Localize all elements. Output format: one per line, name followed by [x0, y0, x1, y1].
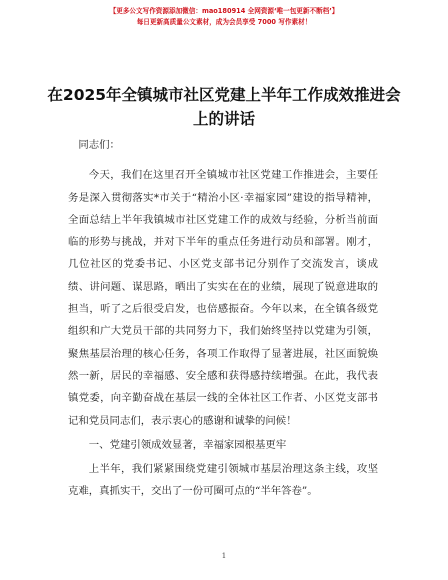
promo-banner-line-2: 每日更新高质量公文素材，成为会员享受 7000 写作素材！: [136, 18, 312, 26]
section-heading: 一、党建引领成效显著，幸福家园根基更牢: [88, 438, 287, 451]
document-title: 在2025年全镇城市社区党建上半年工作成效推进会上的讲话: [47, 86, 401, 128]
promo-banner-line-1: 【更多公文写作资源添加微信：mao180914 全网资源‘唯一包更新不断档’】: [109, 7, 339, 15]
promo-banner: [0, 6, 448, 28]
body-paragraph: 今天，我们在这里召开全镇城市社区党建工作推进会，主要任务是深入贯彻落实*市关于“精治小区·幸福家园”建设的指导精神，全面总结上半年我镇城市社区党建工作的成效与经验，分析当前面临的形势与挑战，并对下半年的重点任务进行动员和部署。刚才，几位社区的党委书记、小区党支部书记分别作了交流发言，谈成绩、讲问题、谋思路，晒出了实实在在的业绩，展现了锐意进取的担当，听了之后很受启发，也倍感振奋。今年以来，在全镇各级党组织和广大党员干部的共同努力下，我们始终坚持以党建为引领，聚焦基层治理的核心任务，各项工作取得了显著进展，社区面貌焕然一新，居民的幸福感、安全感和获得感持续增强。在此，我代表镇党委，向辛勤奋战在基层一线的全体社区工作者、小区党支部书记和党员同志们，表示衷心的感谢和诚挚的问候！: [68, 169, 378, 427]
section-paragraph: 上半年，我们紧紧围绕党建引领城市基层治理这条主线，攻坚克难，真抓实干，交出了一份可圈可点的“半年答卷”。: [68, 463, 378, 498]
page-number: 1: [221, 552, 227, 560]
document-body: [68, 134, 378, 503]
salutation: 同志们：: [78, 139, 120, 151]
